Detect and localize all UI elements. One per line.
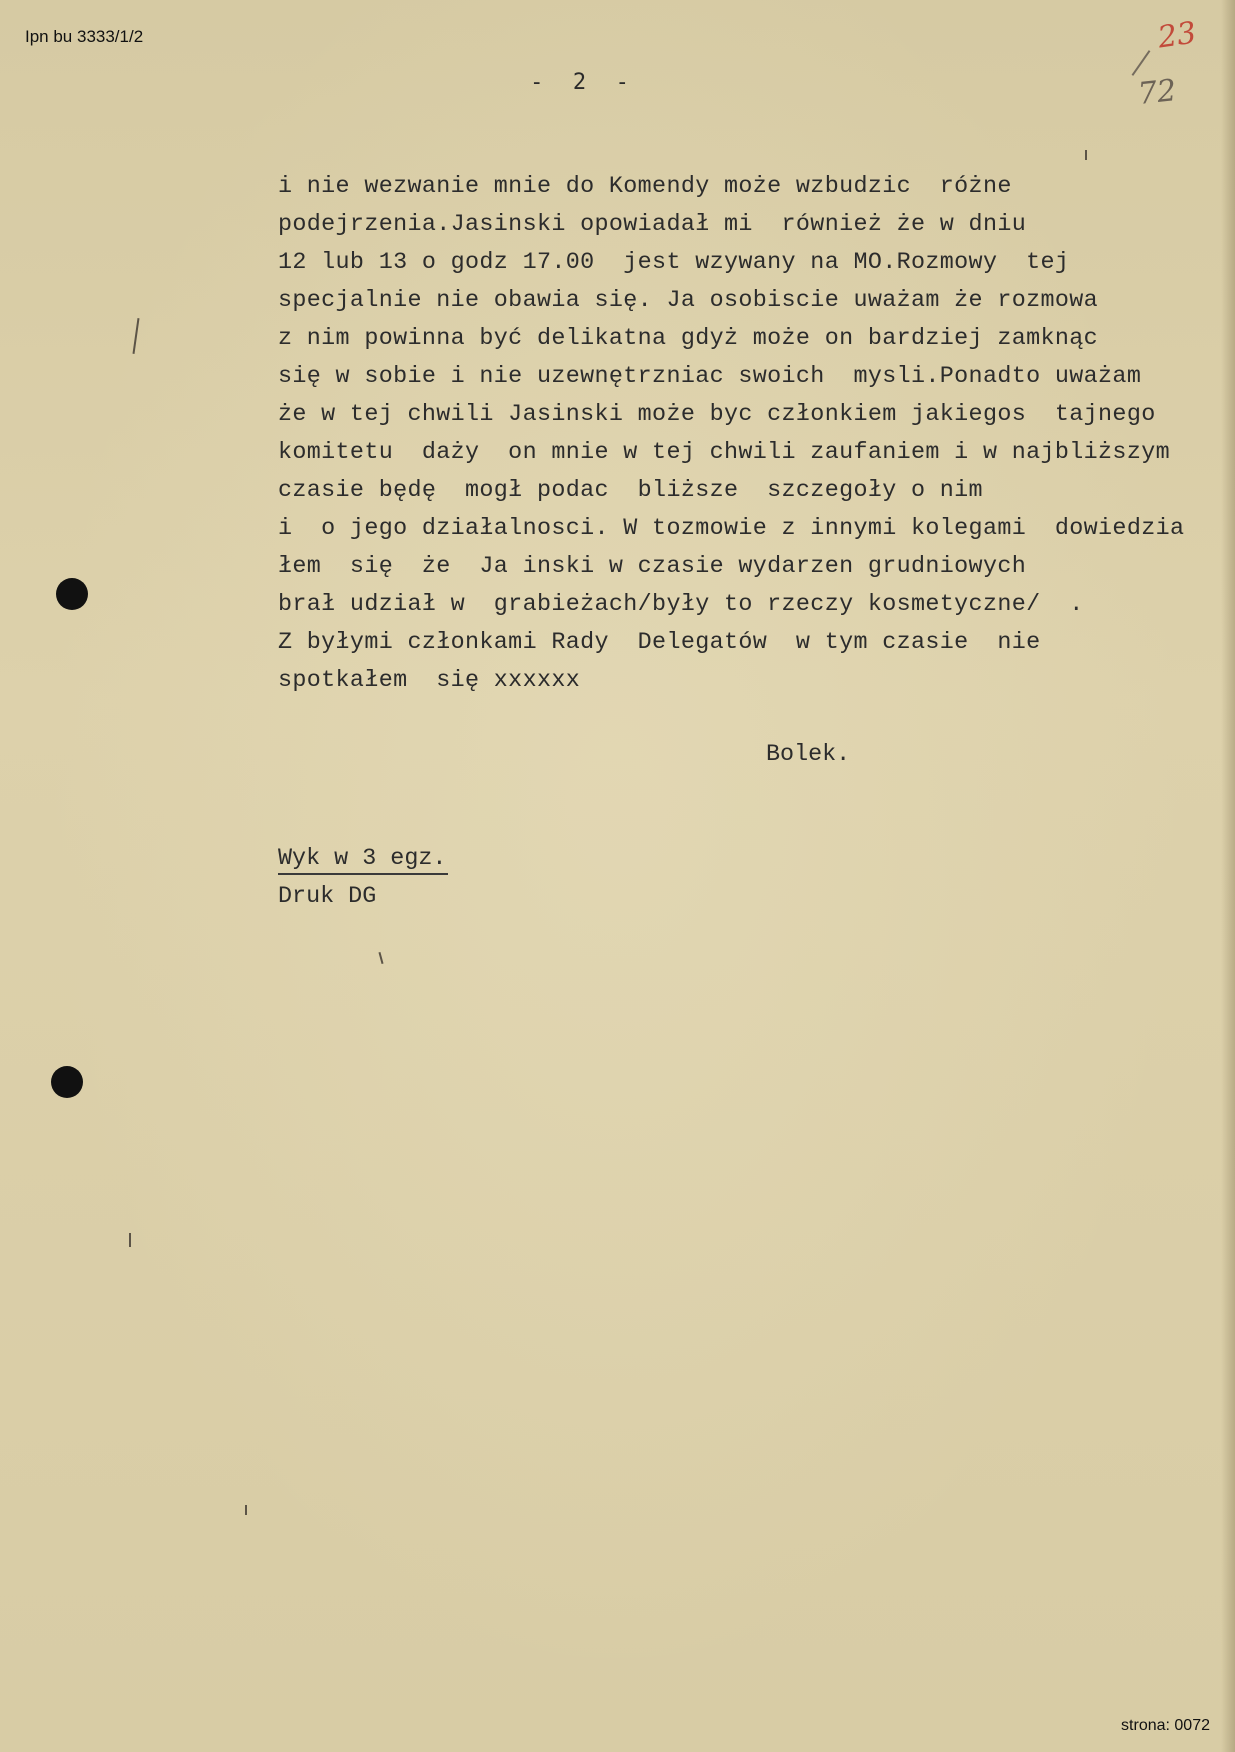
page-number: - 2 - (530, 70, 630, 95)
body-line: 12 lub 13 o godz 17.00 jest wzywany na MO.Rozmowy tej (278, 250, 1070, 276)
body-line: brał udział w grabieżach/były to rzeczy kosmetyczne/ . (278, 592, 1084, 618)
body-line: że w tej chwili Jasinski może byc członkiem jakiegos tajnego (278, 402, 1156, 428)
scratch-mark (245, 1505, 247, 1515)
pencil-folio-number: 72 (1136, 73, 1178, 112)
signature-bolek: Bolek. (766, 742, 851, 768)
page-edge-shadow (1221, 0, 1235, 1752)
red-folio-number: 23 (1155, 15, 1199, 56)
body-line: podejrzenia.Jasinski opowiadał mi również że w dniu (278, 212, 1027, 238)
page-label: strona: 0072 (1121, 1717, 1210, 1734)
body-line: łem się że Ja inski w czasie wydarzen grudniowych (278, 554, 1027, 580)
body-line: spotkałem się xxxxxx (278, 668, 581, 694)
scratch-mark (1085, 150, 1087, 160)
body-line: i o jego działalnosci. W tozmowie z innymi kolegami dowiedzia (278, 516, 1185, 542)
body-line: komitetu daży on mnie w tej chwili zaufaniem i w najbliższym (278, 440, 1170, 466)
body-line: się w sobie i nie uzewnętrzniac swoich mysli.Ponadto uważam (278, 364, 1142, 390)
body-line: czasie będę mogł podac bliższe szczegoły o nim (278, 478, 983, 504)
body-line: i nie wezwanie mnie do Komendy może wzbudzic różne (278, 174, 1012, 200)
archive-signature: Ipn bu 3333/1/2 (25, 27, 144, 46)
body-line: Z byłymi członkami Rady Delegatów w tym czasie nie (278, 630, 1041, 656)
copies-note: Wyk w 3 egz. (278, 846, 447, 872)
punch-hole-top (56, 578, 88, 610)
scratch-mark (133, 318, 140, 354)
punch-hole-bottom (51, 1066, 83, 1098)
body-line: z nim powinna być delikatna gdyż może on bardziej zamknąc (278, 326, 1099, 352)
scratch-mark (129, 1233, 131, 1247)
copies-underline (278, 873, 448, 875)
scratch-mark (378, 952, 383, 964)
print-note: Druk DG (278, 884, 377, 910)
pencil-slash-mark (1132, 50, 1151, 76)
body-line: specjalnie nie obawia się. Ja osobiscie uważam że rozmowa (278, 288, 1099, 314)
